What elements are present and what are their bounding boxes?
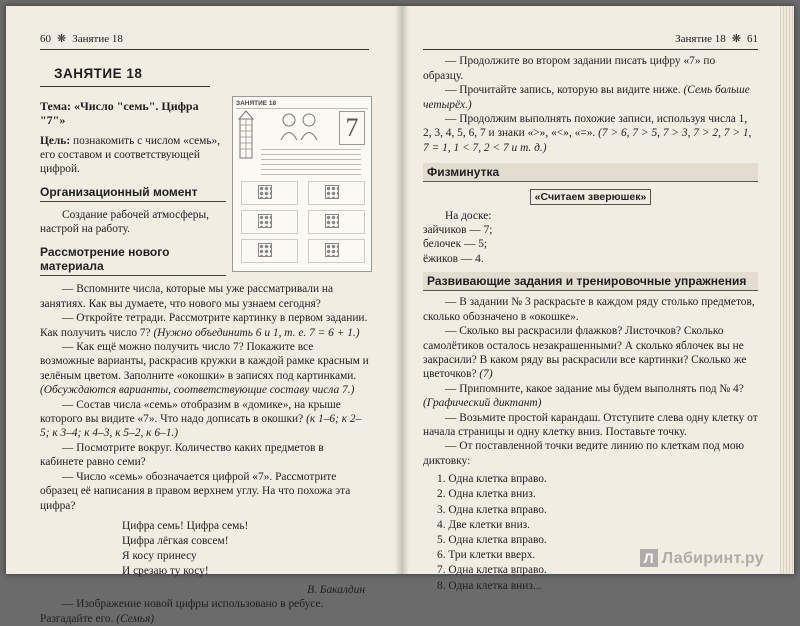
board-item: белочек — 5; — [423, 238, 488, 251]
worksheet-cell — [241, 181, 298, 205]
ornament-icon: ❋ — [731, 33, 741, 45]
dictation-list — [423, 472, 758, 594]
right-top-body — [423, 54, 758, 155]
worksheet-grid — [241, 181, 365, 263]
dictation-step: 5. Одна клетка вправо. — [437, 533, 547, 546]
paragraph: — Возьмите простой карандаш. Отступите слева одну клетку от начала страницы и одну клетку вниз. Поставьте точку. — [423, 411, 758, 438]
house-icon — [239, 111, 253, 159]
worksheet-digit: 7 — [339, 111, 365, 145]
paragraph: — Припомните, какое задание мы будем выполнять под № 4? (Графический диктант) — [423, 382, 744, 410]
poem-line: Цифра семь! Цифра семь! — [122, 519, 249, 532]
worksheet-image — [232, 96, 372, 272]
right-page-number: 61 — [747, 33, 758, 45]
dictation-step: 7. Одна клетка вправо. — [437, 564, 547, 577]
poem-author: В. Бакалдин — [307, 583, 365, 596]
board-label: На доске: — [445, 209, 492, 222]
watermark-logo: Л — [640, 549, 658, 567]
paragraph: — Вспомните числа, которые мы уже рассматривали на занятиях. Как вы думаете, что нового мы узнаем сегодня? — [40, 283, 334, 310]
left-page-number: 60 — [40, 33, 51, 45]
left-header-title: Занятие 18 — [72, 33, 123, 45]
poem — [122, 519, 369, 579]
paragraph: — Прочитайте запись, которую вы видите ниже. (Семь больше четырёх.) — [423, 84, 750, 111]
paragraph: — В задании № 3 раскрасьте в каждом ряду столько предметов, сколько обозначено в «окошке». — [423, 296, 755, 323]
worksheet-text-lines — [261, 149, 361, 175]
watermark — [640, 549, 764, 568]
section-developing-tasks: Развивающие задания и тренировочные упражнения — [423, 272, 758, 291]
goal-text: познакомить с числом «семь», его составом и соответствующей цифрой. — [40, 134, 221, 176]
lesson-title: ЗАНЯТИЕ 18 — [40, 64, 210, 86]
worksheet-cell — [308, 181, 365, 205]
dictation-step: 3. Одна клетка вправо. — [437, 503, 547, 516]
paragraph: — Сколько вы раскрасили флажков? Листочков? Сколько самолётиков осталось незакрашенными? А сколько яблочек вы не закрасили? В каком ряду вы раскрасили все картинки? Сколько же цветочков? (7) — [423, 325, 747, 381]
ornament-icon: ❋ — [57, 33, 67, 45]
worksheet-cell — [241, 210, 298, 234]
section-org: Организационный момент — [40, 185, 226, 202]
poem-line: Цифра лёгкая совсем! — [122, 534, 229, 547]
board-list — [423, 223, 758, 266]
right-dev-body — [423, 295, 758, 468]
game-title: «Считаем зверюшек» — [423, 190, 758, 204]
paragraph: — Посмотрите вокруг. Количество каких предметов в кабинете равно семи? — [40, 441, 324, 469]
paragraph: — От поставленной точки ведите линию по клеткам под мою диктовку: — [423, 440, 745, 467]
left-page — [6, 6, 395, 625]
book-spread — [6, 6, 794, 625]
dictation-step: 1. Одна клетка вправо. — [437, 473, 547, 486]
book-gutter — [395, 6, 409, 574]
dictation-step: 4. Две клетки вниз. — [437, 518, 531, 531]
paragraph: — Как ещё можно получить число 7? Покажите все возможные варианты, раскрасив кружки в каждой рамке красным и зелёным цветом. Заполните «окошки» в записях под картинками. (Обсуждаются варианты, соответствующие составу числа 7.) — [40, 341, 369, 397]
board-item: зайчиков — 7; — [423, 224, 493, 237]
paragraph: — Откройте тетради. Рассмотрите картинку в первом задании. Как получить число 7? (Нужно объединить 6 и 1, т. е. 7 = 6 + 1.) — [40, 312, 368, 339]
right-page — [409, 6, 780, 592]
lesson-goal — [40, 134, 226, 177]
worksheet-cell — [308, 239, 365, 263]
paragraph: — Состав числа «семь» отобразим в «домике», на крыше которого вы видите «7». Что надо дописать в окошки? (к 1–6; к 2–5; к 3–4; к 4–3, к 5–2, к 6–1.) — [40, 398, 362, 440]
dictation-step: 6. Три клетки вверх. — [437, 549, 536, 562]
poem-line: Я косу принесу — [122, 549, 197, 562]
paragraph: — Продолжите во втором задании писать цифру «7» по образцу. — [423, 55, 716, 82]
board-item: ёжиков — 4. — [423, 252, 484, 265]
page-edges — [780, 6, 794, 574]
paragraph: — Продолжим выполнять похожие записи, используя числа 1, 2, 3, 4, 5, 6, 7 и знаки «>», «<», «=». (7 > 6, 7 > 5, 7 > 3, 7 > 2, 7 > 1, 7 = 1, 1 < 7, 2 < 7 и т. д.) — [423, 113, 752, 154]
section-new-material: Рассмотрение нового материала — [40, 245, 226, 276]
goal-label: Цель: — [40, 134, 71, 147]
lesson-topic: Тема: «Число "семь". Цифра "7"» — [40, 98, 199, 128]
section-physical-minute: Физминутка — [423, 163, 758, 182]
dictation-step: 2. Одна клетка вниз. — [437, 488, 536, 501]
worksheet-cell — [241, 239, 298, 263]
paragraph: — Изображение новой цифры использовано в ребусе. Разгадайте его. (Семья) — [40, 598, 324, 625]
dictation-step: 8. Одна клетка вниз... — [437, 579, 542, 592]
worksheet-title: ЗАНЯТИЕ 18 — [236, 100, 368, 109]
watermark-text: Лабиринт.ру — [661, 550, 764, 567]
paragraph: — Число «семь» обозначается цифрой «7». Рассмотрите образец её написания в правом верхнем углу. На что похожа эта цифра? — [40, 470, 351, 512]
right-running-header — [423, 32, 758, 50]
worksheet-cell — [308, 210, 365, 234]
org-text: Создание рабочей атмосферы, настрой на работу. — [40, 208, 209, 236]
left-running-header — [40, 32, 369, 50]
left-body — [40, 282, 369, 626]
left-top-block — [40, 64, 369, 278]
right-header-title: Занятие 18 — [675, 33, 726, 45]
poem-line: И срезаю ту косу! — [122, 564, 209, 577]
children-illustration-icon — [277, 111, 323, 141]
